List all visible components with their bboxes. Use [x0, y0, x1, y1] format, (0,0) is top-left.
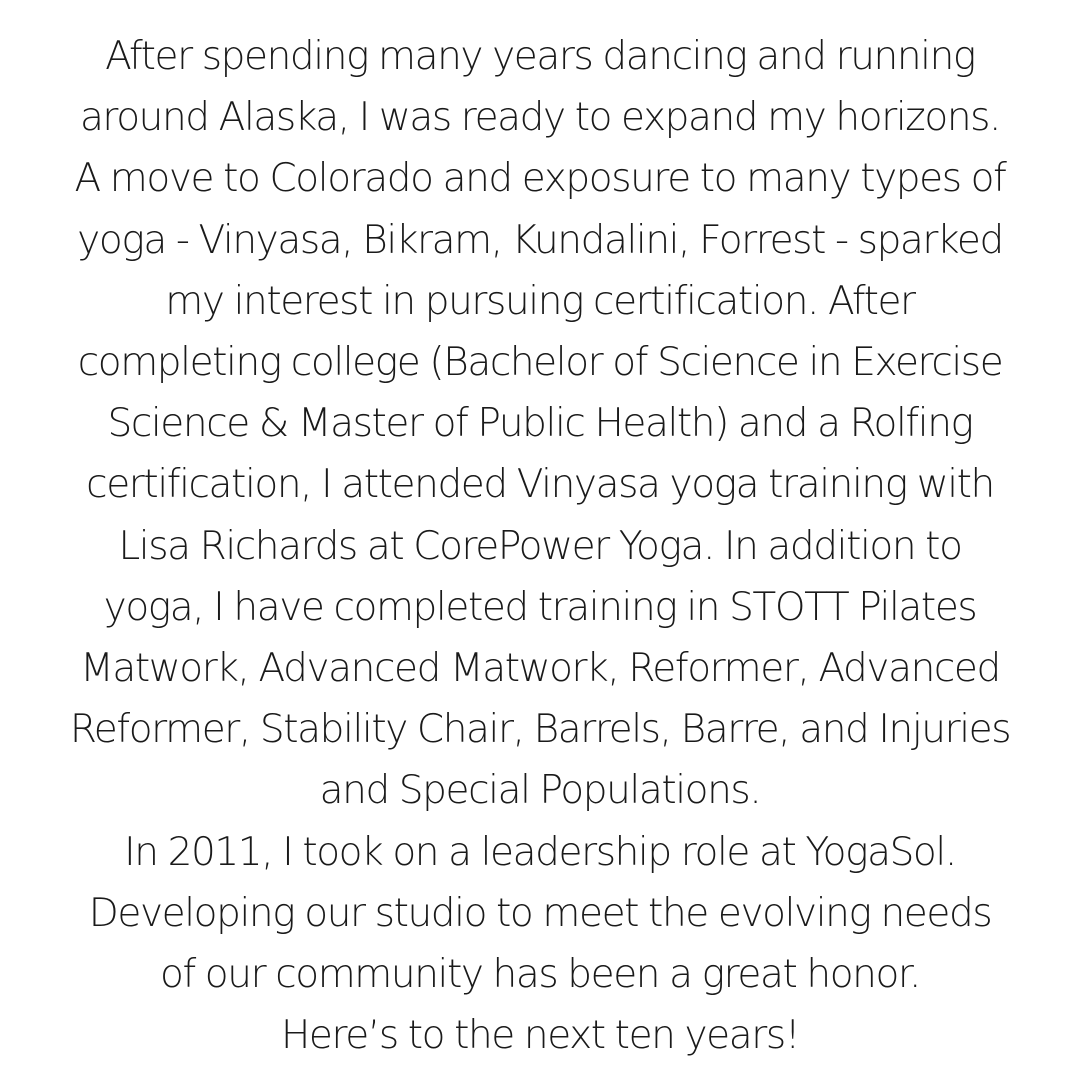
- text-line: Reformer, Stability Chair, Barrels, Barre, and Injuries: [69, 707, 1011, 753]
- bio-text-block: [0, 26, 1080, 1066]
- text-line: Matwork, Advanced Matwork, Reformer, Advanced: [80, 646, 1000, 692]
- text-line: Here’s to the next ten years!: [280, 1013, 800, 1059]
- text-line: A move to Colorado and exposure to many types of: [74, 156, 1006, 202]
- text-line: my interest in pursuing certification. After: [165, 278, 915, 324]
- text-line: Developing our studio to meet the evolving needs: [88, 890, 992, 936]
- text-line: yoga, I have completed training in STOTT Pilates: [103, 584, 977, 630]
- text-line: Lisa Richards at CorePower Yoga. In addition to: [118, 523, 962, 569]
- text-line: certification, I attended Vinyasa yoga training with: [86, 462, 994, 508]
- text-line: After spending many years dancing and running: [105, 34, 975, 79]
- text-line: In 2011, I took on a leadership role at YogaSol.: [124, 829, 956, 875]
- text-line: completing college (Bachelor of Science in Exercise: [77, 340, 1003, 386]
- text-line: yoga - Vinyasa, Bikram, Kundalini, Forrest - sparked: [77, 217, 1003, 263]
- text-line: Science & Master of Public Health) and a Rolfing: [107, 401, 973, 447]
- text-line: of our community has been a great honor.: [160, 952, 920, 998]
- text-line: around Alaska, I was ready to expand my horizons.: [79, 95, 1001, 141]
- text-line: and Special Populations.: [319, 768, 761, 814]
